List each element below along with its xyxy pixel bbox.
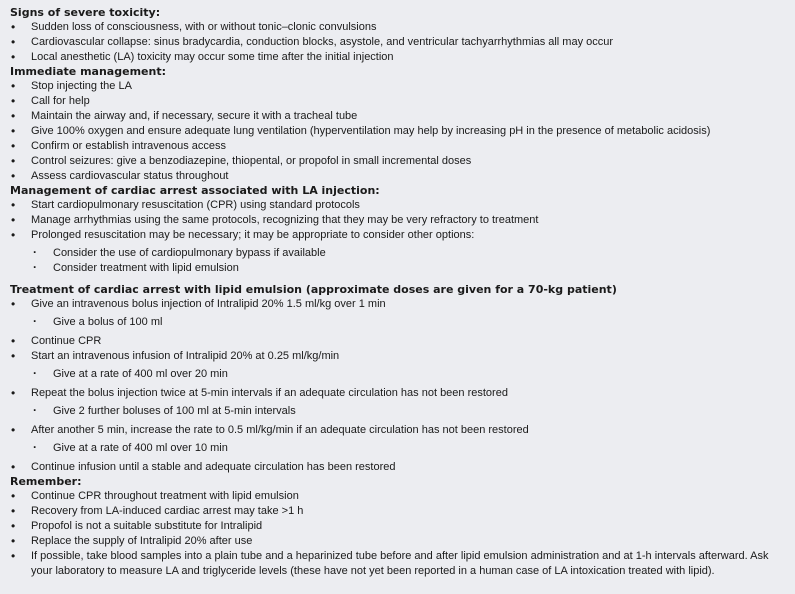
list-item [10,349,787,386]
list-item-text: Stop injecting the LA [31,80,132,92]
list-item [10,154,787,169]
list-item-text: After another 5 min, increase the rate to 0.5 ml/kg/min if an adequate circulation has not been restored [31,424,529,436]
list-item-text: Local anesthetic (LA) toxicity may occur some time after the initial injection [31,51,394,63]
list-item [10,460,787,475]
list-item-text: Continue CPR throughout treatment with lipid emulsion [31,490,299,502]
list-item-text: Continue infusion until a stable and adequate circulation has been restored [31,461,396,473]
list-item [10,79,787,94]
section-heading: Immediate management: [10,65,166,78]
bullet-list [10,297,787,475]
sub-list [31,367,787,382]
list-item-text: Control seizures: give a benzodiazepine, thiopental, or propofol in small incremental doses [31,155,472,167]
list-item-text: Replace the supply of Intralipid 20% after use [31,535,253,547]
section-heading: Signs of severe toxicity: [10,6,161,19]
list-item [10,94,787,109]
sub-list [31,404,787,419]
list-item [10,50,787,65]
sub-list [31,246,787,276]
list-item [10,334,787,349]
list-item-text: Repeat the bolus injection twice at 5-min intervals if an adequate circulation has not been restored [31,387,508,399]
list-item [10,109,787,124]
list-item [10,489,787,504]
list-item [10,423,787,460]
list-item [10,549,787,579]
section-heading: Remember: [10,475,82,488]
list-item-text: Give an intravenous bolus injection of Intralipid 20% 1.5 ml/kg over 1 min [31,298,386,310]
list-item-text: Start cardiopulmonary resuscitation (CPR) using standard protocols [31,199,360,211]
sub-list [31,441,787,456]
bullet-list [10,198,787,280]
sub-list-item: · Consider treatment with lipid emulsion [31,261,787,276]
section-heading: Treatment of cardiac arrest with lipid emulsion (approximate doses are given for a 70-kg patient) [10,283,617,296]
list-item-text: Continue CPR [31,335,102,347]
list-item-text: Prolonged resuscitation may be necessary; it may be appropriate to consider other options: [31,229,475,241]
bullet-list [10,20,787,65]
list-item-text: Sudden loss of consciousness, with or without tonic–clonic convulsions [31,21,377,33]
list-item-text: Propofol is not a suitable substitute for Intralipid [31,520,263,532]
list-item-text: Recovery from LA-induced cardiac arrest may take >1 h [31,505,304,517]
sub-list-item: · Consider the use of cardiopulmonary bypass if available [31,246,787,261]
list-item [10,534,787,549]
list-item [10,297,787,334]
list-item [10,35,787,50]
list-item [10,228,787,280]
list-item [10,169,787,184]
list-item [10,20,787,35]
bullet-list [10,79,787,184]
list-item [10,519,787,534]
list-item [10,213,787,228]
list-item [10,198,787,213]
sub-list-item: · Give 2 further boluses of 100 ml at 5-min intervals [31,404,787,419]
list-item-text: If possible, take blood samples into a plain tube and a heparinized tube before and after lipid emulsion administration and at 1-h intervals afterward. Ask your laboratory to measure LA and triglyceride levels (these have not yet been reported in a human case of LA intoxication treated with lipid). [31,550,769,577]
list-item-text: Assess cardiovascular status throughout [31,170,229,182]
list-item-text: Start an intravenous infusion of Intralipid 20% at 0.25 ml/kg/min [31,350,340,362]
list-item [10,124,787,139]
list-item-text: Manage arrhythmias using the same protocols, recognizing that they may be very refractory to treatment [31,214,539,226]
sub-list-item: · Give at a rate of 400 ml over 20 min [31,367,787,382]
list-item-text: Give 100% oxygen and ensure adequate lung ventilation (hyperventilation may help by increasing pH in the presence of metabolic acidosis) [31,125,711,137]
list-item-text: Maintain the airway and, if necessary, secure it with a tracheal tube [31,110,358,122]
bullet-list [10,489,787,579]
sub-list [31,315,787,330]
list-item [10,139,787,154]
section-heading: Management of cardiac arrest associated with LA injection: [10,184,380,197]
list-item [10,386,787,423]
sub-list-item: · Give at a rate of 400 ml over 10 min [31,441,787,456]
list-item [10,504,787,519]
sub-list-item: · Give a bolus of 100 ml [31,315,787,330]
list-item-text: Cardiovascular collapse: sinus bradycardia, conduction blocks, asystole, and ventricular tachyarrhythmias all may occur [31,36,614,48]
list-item-text: Confirm or establish intravenous access [31,140,227,152]
list-item-text: Call for help [31,95,90,107]
